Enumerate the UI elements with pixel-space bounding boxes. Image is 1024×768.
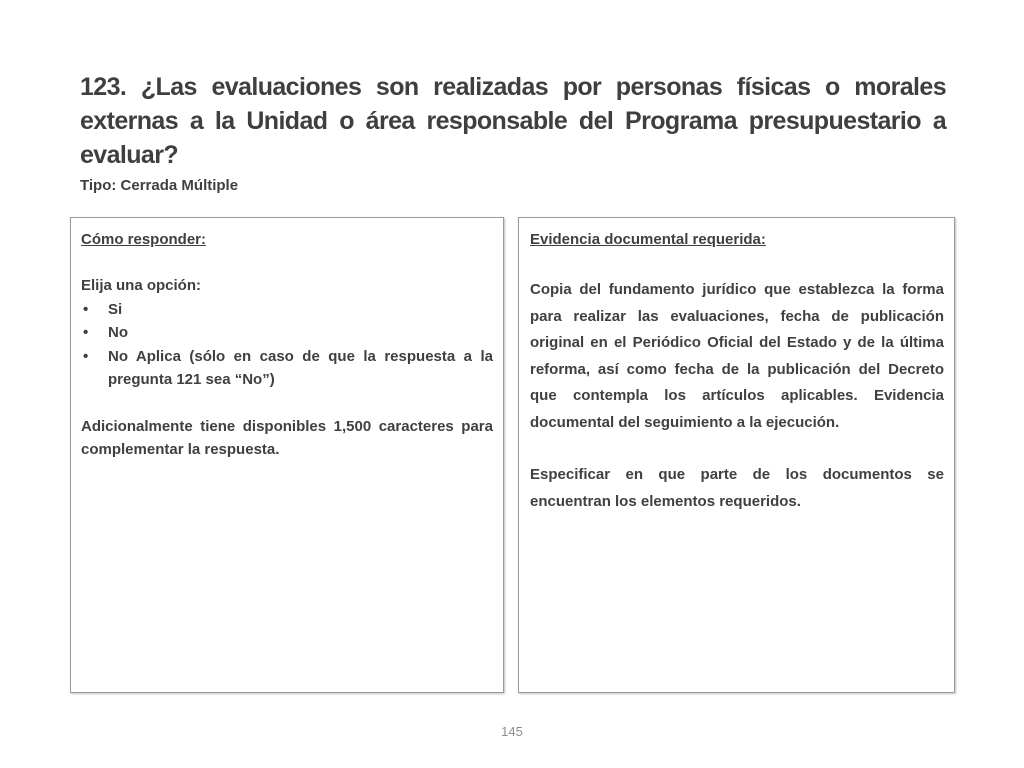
option-list [81, 298, 493, 392]
how-to-answer-heading: Cómo responder: [81, 231, 207, 248]
evidence-location-paragraph: Especificar en que parte de los documentos se encuentran los elementos requeridos. [530, 466, 944, 510]
additional-info-text: Adicionalmente tiene disponibles 1,500 caracteres para complementar la respuesta. [81, 417, 493, 458]
bullet-icon: • [83, 300, 89, 318]
bullet-icon: • [83, 324, 89, 341]
option-item-no-aplica [81, 345, 493, 392]
bullet-icon: • [83, 347, 89, 365]
required-evidence-heading: Evidencia documental requerida: [530, 231, 766, 248]
evidence-paragraph: Copia del fundamento jurídico que establezca la forma para realizar las evaluaciones, fecha de publicación original en el Periódico Oficial del Estado y de la última reforma, así como fecha de la publicación del Decreto que contempla los artículos aplicables. Evidencia documental del seguimiento a la ejecución. [530, 281, 944, 431]
option-label: Si [108, 300, 123, 318]
option-label: No [108, 324, 128, 341]
how-to-answer-panel [70, 217, 504, 693]
page-number: 145 [501, 724, 523, 739]
instruction-text: Elija una opción: [81, 277, 202, 294]
slide-title: 123. ¿Las evaluaciones son realizadas por personas físicas o morales externas a la Unidad o área responsable del Programa presupuestario a evaluar? [80, 73, 946, 169]
option-item-si [81, 298, 493, 322]
question-type: Tipo: Cerrada Múltiple [80, 177, 239, 194]
required-evidence-panel [518, 217, 955, 693]
option-label: No Aplica (sólo en caso de que la respuesta a la pregunta 121 sea “No”) [108, 347, 493, 388]
option-item-no [81, 321, 493, 345]
